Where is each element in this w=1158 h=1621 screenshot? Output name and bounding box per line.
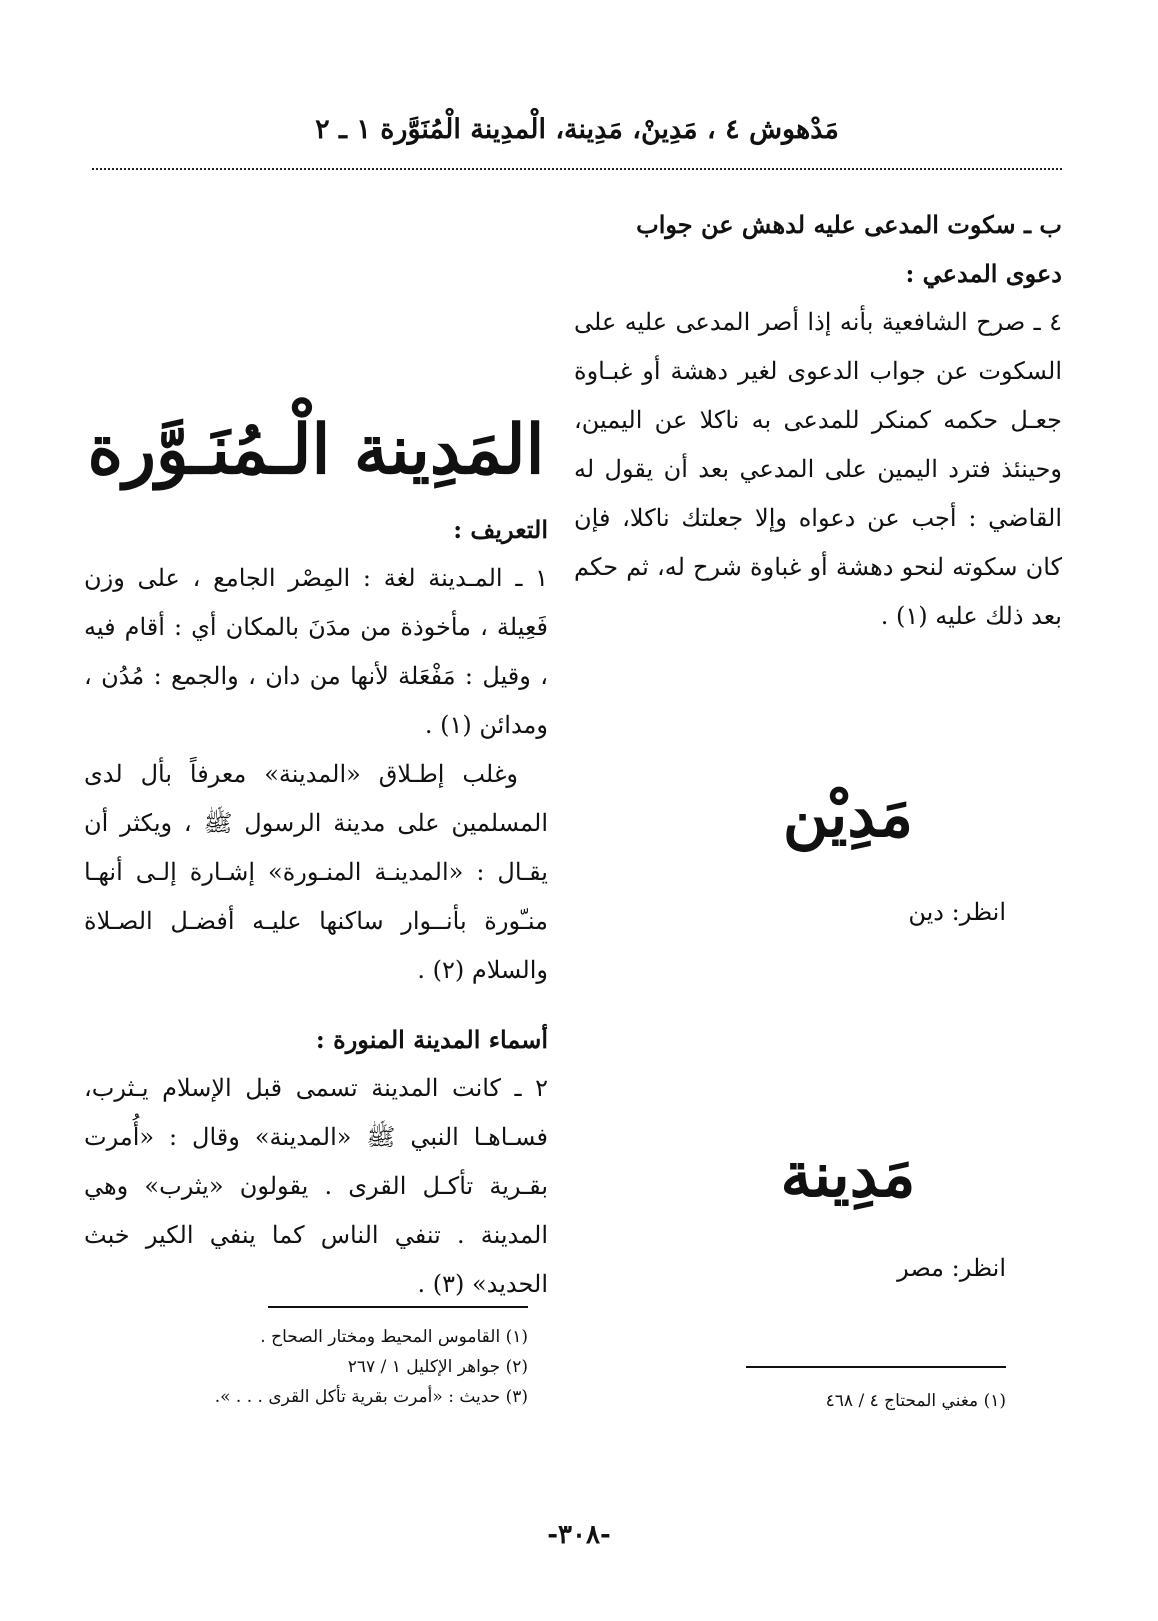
footnote: (٢) جواهر الإكليل ١ / ٢٦٧ [347, 1357, 528, 1377]
spacer [84, 995, 548, 1015]
see-also-din: انظر: دين [908, 898, 1006, 926]
footnote: (١) القاموس المحيط ومختار الصحاح . [260, 1327, 528, 1347]
footnote: (٣) حديث : «أمرت بقرية تأكل القرى . . . ». [214, 1387, 528, 1407]
footnote: (١) مغني المحتاج ٤ / ٤٦٨ [825, 1391, 1006, 1411]
names-heading: أسماء المدينة المنورة : [315, 1025, 548, 1054]
paragraph-4: ٤ ـ صرح الشافعية بأنه إذا أصر المدعى عليه على السكوت عن جواب الدعوى لغير دهشة أو غبـاوة جعـل حكمه كمنكر للمدعى به ناكلا عن اليمين، وحينئذ فترد اليمين على المدعي بعد أن يقول له القاضي : أجب عن دعواه وإلا جعلتك ناكلا، فإن كان سكوته لنحو دهشة أو غباوة شرح له، ثم حكم بعد ذلك عليه (١) . [574, 308, 1062, 630]
footnote-rule-right [746, 1366, 1006, 1368]
entry-title-madyan: مَدِيْن [782, 778, 914, 851]
running-header: مَدْهوش ٤ ، مَدِينْ، مَدِينة، الْمدِينة الْمُنَوَّرة ١ ـ ٢ [315, 114, 839, 145]
right-column [574, 200, 1062, 641]
paragraph-2: ٢ ـ كانت المدينة تسمى قبل الإسلام يـثرب، فسـاهـا النبي ﷺ «المدينة» وقال : «أُمرت بقـرية تأكـل القرى . يقولون «يثرب» وهي المدينة . تنفي الناس كما ينفي الكير خبث الحديد» (٣) . [84, 1074, 548, 1298]
section-heading-continued: دعوى المدعي : [905, 259, 1062, 288]
page-number: -٣٠٨- [547, 1520, 611, 1550]
left-column [84, 505, 548, 1309]
main-title-block [84, 395, 548, 505]
header-dotted-rule [92, 168, 1062, 170]
see-also-misr: انظر: مصر [897, 1254, 1006, 1282]
section-heading: ب ـ سكوت المدعى عليه لدهش عن جواب [636, 210, 1062, 239]
footnotes-right [826, 1386, 1006, 1416]
entry-title-madina: مَدِينة [780, 1138, 916, 1211]
main-title: المَدِينة الْـمُنَـوَّرة [87, 410, 545, 490]
definition-heading: التعريف : [453, 515, 548, 544]
footnotes-left [215, 1322, 528, 1412]
paragraph-1: ١ ـ المـدينة لغة : المِصْر الجامع ، على وزن فَعِيلة ، مأخوذة من مدَنَ بالمكان أي : أقام فيه ، وقيل : مَفْعَلة لأنها من دان ، والجمع : مُدُن ، ومدائن (١) . [84, 564, 548, 739]
paragraph-1b: وغلب إطـلاق «المدينة» معرفاً بأل لدى المسلمين على مدينة الرسول ﷺ ، ويكثر أن يقـال : «المدينـة المنـورة» إشـارة إلـى أنهـا منـّورة بأنــوار ساكنها عليـه أفضـل الصـلاة والسلام (٢) . [84, 760, 549, 984]
footnote-rule-left [268, 1306, 528, 1308]
